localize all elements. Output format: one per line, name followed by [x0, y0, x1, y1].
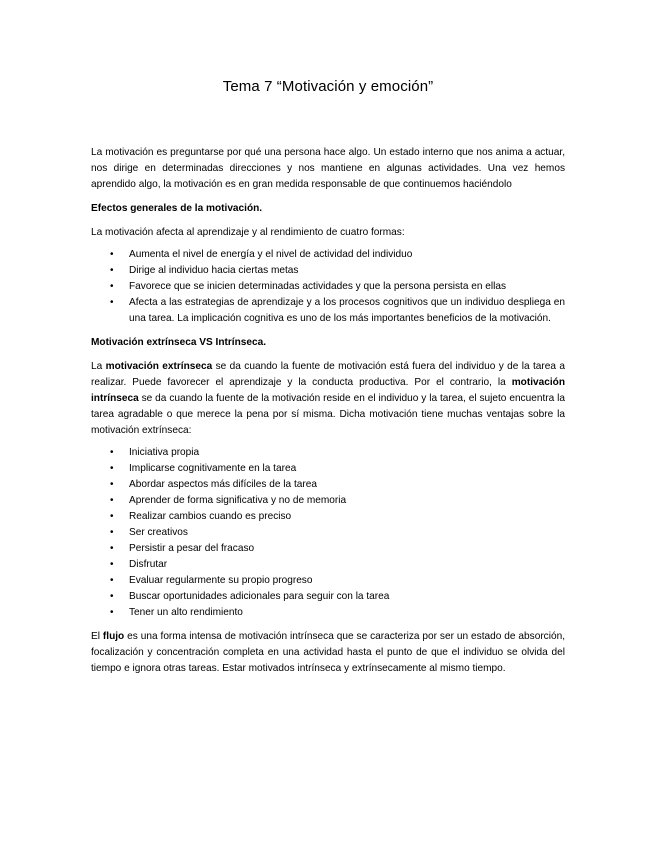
list-item: • Ser creativos [129, 525, 565, 541]
list-item: • Dirige al individuo hacia ciertas metas [129, 263, 565, 279]
bullet-icon: • [110, 511, 114, 522]
bullet-icon: • [110, 559, 114, 570]
bullet-icon: • [110, 527, 114, 538]
bullet-icon: • [110, 607, 114, 618]
bullet-icon: • [110, 479, 114, 490]
section-heading-efectos: Efectos generales de la motivación. [91, 203, 263, 214]
bullet-icon: • [110, 575, 114, 586]
flow-paragraph: El flujo es una forma intensa de motivación intrínseca que se caracteriza por ser un estado de absorción, focalización y concentración completa en una actividad hasta el punto de que el individuo se olvida del tiempo e ignora otras tareas. Estar motivados intrínseca y extrínsecamente al mismo tiempo. [91, 631, 565, 674]
list-item: • Persistir a pesar del fracaso [129, 541, 565, 557]
list-item: • Buscar oportunidades adicionales para seguir con la tarea [129, 589, 565, 605]
list-item: • Abordar aspectos más difíciles de la tarea [129, 477, 565, 493]
list-item: • Favorece que se inicien determinadas actividades y que la persona persista en ellas [129, 279, 565, 295]
bullet-icon: • [110, 543, 114, 554]
list-item: • Aprender de forma significativa y no de memoria [129, 493, 565, 509]
advantages-list [91, 445, 565, 621]
list-item: • Iniciativa propia [129, 445, 565, 461]
list-item: • Disfrutar [129, 557, 565, 573]
list-item: • Evaluar regularmente su propio progreso [129, 573, 565, 589]
list-item: • Aumenta el nivel de energía y el nivel de actividad del individuo [129, 247, 565, 263]
bullet-icon: • [110, 281, 114, 292]
bullet-icon: • [110, 495, 114, 506]
section-lead: La motivación afecta al aprendizaje y al rendimiento de cuatro formas: [91, 227, 405, 238]
list-item: • Tener un alto rendimiento [129, 605, 565, 621]
bullet-icon: • [110, 265, 114, 276]
intro-paragraph: La motivación es preguntarse por qué una persona hace algo. Un estado interno que nos anima a actuar, nos dirige en determinadas direcciones y nos mantiene en algunas actividades. Una vez hemos aprendido algo, la motivación es en gran medida responsable de que continuemos haciéndolo [91, 147, 565, 190]
effects-list [91, 247, 565, 327]
bullet-icon: • [110, 249, 114, 260]
list-item: • Afecta a las estrategias de aprendizaje y a los procesos cognitivos que un individuo despliega en una tarea. La implicación cognitiva es uno de los más importantes beneficios de la motivación. [110, 297, 565, 324]
page-title: Tema 7 “Motivación y emoción” [222, 78, 434, 95]
bullet-icon: • [110, 463, 114, 474]
section-heading-extrinseca: Motivación extrínseca VS Intrínseca. [91, 337, 267, 348]
list-item: • Realizar cambios cuando es preciso [129, 509, 565, 525]
bullet-icon: • [110, 591, 114, 602]
bullet-icon: • [110, 297, 114, 308]
extrinsic-intrinsic-paragraph: La motivación extrínseca se da cuando la fuente de motivación está fuera del individuo y de la tarea a realizar. Puede favorecer el aprendizaje y la conducta productiva. Por el contrario, la motivación intrínseca se da cuando la fuente de la motivación reside en el individuo y la tarea, el sujeto encuentra la tarea agradable o que merece la pena por sí misma. Dicha motivación tiene muchas ventajas sobre la motivación extrínseca: [91, 361, 565, 436]
bullet-icon: • [110, 447, 114, 458]
list-item: • Implicarse cognitivamente en la tarea [129, 461, 565, 477]
